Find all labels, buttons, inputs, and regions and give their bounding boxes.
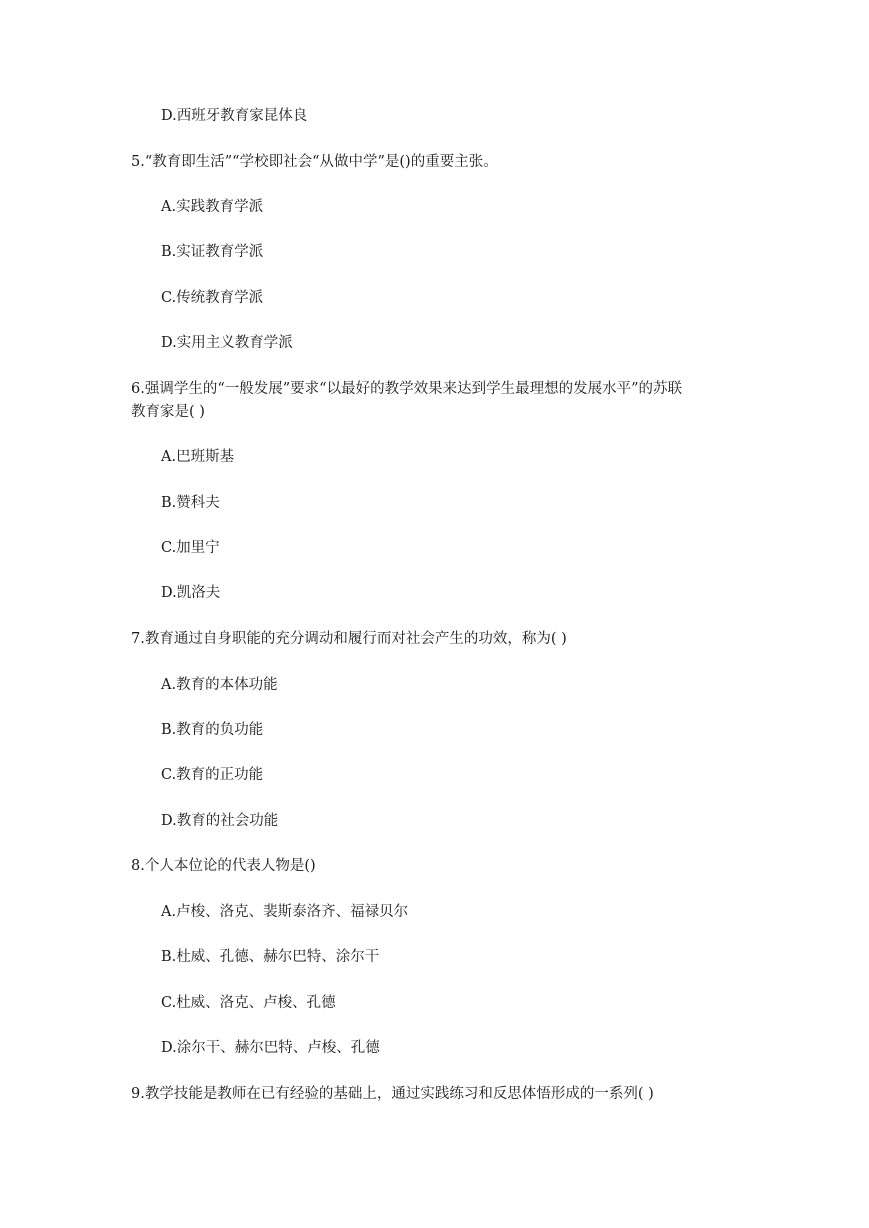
option-6a: A.巴班斯基 [161,449,235,465]
option-5d: D.实用主义教育学派 [161,335,293,351]
option-7d: D.教育的社会功能 [161,813,279,829]
option-7a: A.教育的本体功能 [161,677,278,693]
option-8a: A.卢梭、洛克、裴斯泰洛齐、福禄贝尔 [161,904,409,920]
question-6-continued: 教育家是( ) [131,404,205,420]
option-6c: C.加里宁 [161,540,220,556]
option-5a: A.实践教育学派 [161,199,264,215]
question-5: 5.“教育即生活”“学校即社会“从做中学”是()的重要主张。 [131,154,498,170]
question-9: 9.教学技能是教师在已有经验的基础上，通过实践练习和反思体悟形成的一系列( ) [131,1086,654,1102]
option-4d: D.西班牙教育家昆体良 [161,108,308,124]
option-8c: C.杜威、洛克、卢梭、孔德 [161,995,336,1011]
option-8d: D.涂尔干、赫尔巴特、卢梭、孔德 [161,1040,380,1056]
option-7c: C.教育的正功能 [161,767,264,783]
question-8: 8.个人本位论的代表人物是() [131,858,316,874]
option-5c: C.传统教育学派 [161,290,264,306]
option-8b: B.杜威、孔德、赫尔巴特、涂尔干 [161,949,380,965]
option-5b: B.实证教育学派 [161,244,264,260]
option-6d: D.凯洛夫 [161,585,221,601]
question-7: 7.教育通过自身职能的充分调动和履行而对社会产生的功效，称为( ) [131,631,567,647]
option-6b: B.赞科夫 [161,495,220,511]
option-7b: B.教育的负功能 [161,722,264,738]
question-6: 6.强调学生的“一般发展”要求“以最好的教学效果来达到学生最理想的发展水平”的苏联 [131,381,682,397]
